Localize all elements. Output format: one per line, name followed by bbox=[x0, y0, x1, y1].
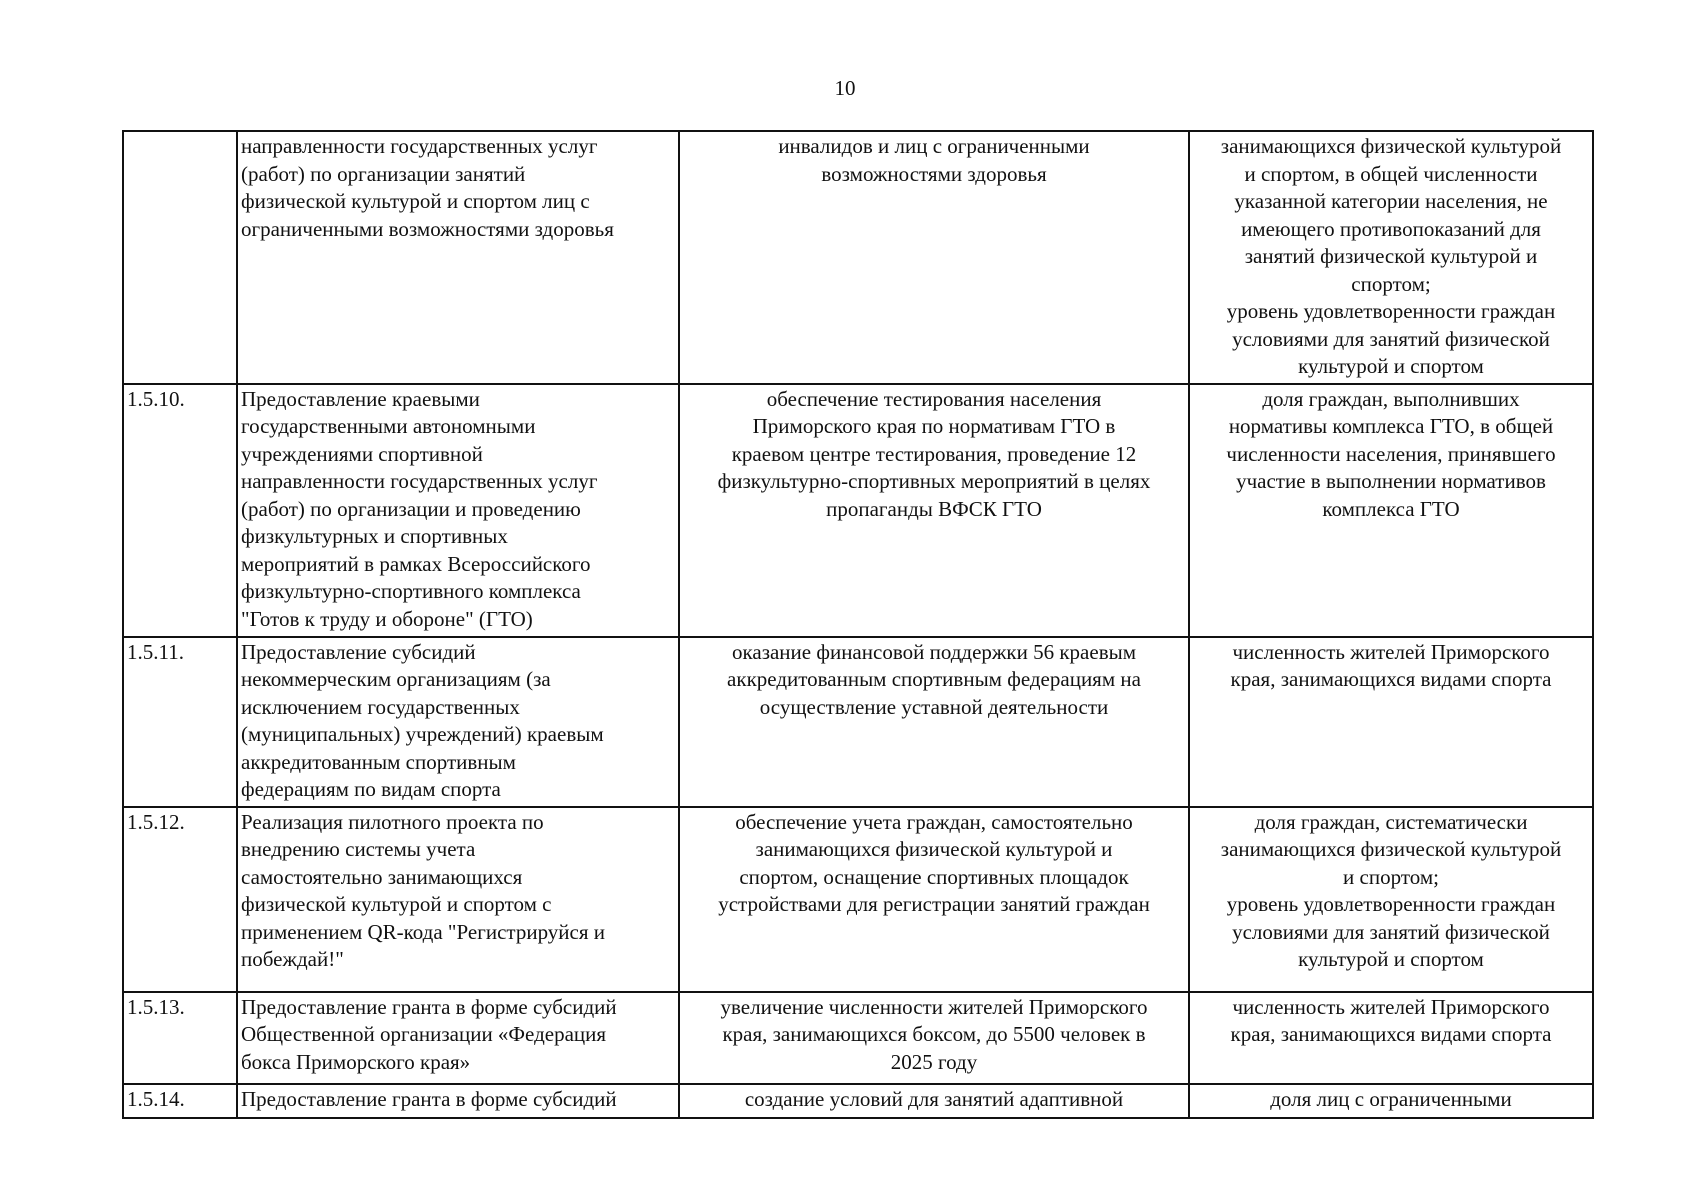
measure-task: обеспечение учета граждан, самостоятельно занимающихся физической культурой и спортом, оснащение спортивных площадок устройствами для регистрации занятий граждан bbox=[679, 807, 1189, 992]
measure-task: создание условий для занятий адаптивной bbox=[679, 1084, 1189, 1118]
row-number: 1.5.14. bbox=[123, 1084, 237, 1118]
measure-indicator: численность жителей Приморского края, занимающихся видами спорта bbox=[1189, 992, 1593, 1084]
table-row bbox=[123, 384, 1593, 637]
measure-name: Реализация пилотного проекта по внедрению системы учета самостоятельно занимающихся физической культурой и спортом с применением QR-кода "Регистрируйся и побеждай!" bbox=[237, 807, 679, 992]
measure-task: обеспечение тестирования населения Приморского края по нормативам ГТО в краевом центре тестирования, проведение 12 физкультурно-спортивных мероприятий в целях пропаганды ВФСК ГТО bbox=[679, 384, 1189, 637]
measure-indicator: численность жителей Приморского края, занимающихся видами спорта bbox=[1189, 637, 1593, 807]
measure-task: увеличение численности жителей Приморского края, занимающихся боксом, до 5500 человек в 2025 году bbox=[679, 992, 1189, 1084]
row-number: 1.5.12. bbox=[123, 807, 237, 992]
measure-name: направленности государственных услуг (работ) по организации занятий физической культурой и спортом лиц с ограниченными возможностями здоровья bbox=[237, 131, 679, 384]
table-row bbox=[123, 807, 1593, 992]
page-number: 10 bbox=[834, 76, 856, 100]
measure-task: инвалидов и лиц с ограниченными возможностями здоровья bbox=[679, 131, 1189, 384]
row-number: 1.5.13. bbox=[123, 992, 237, 1084]
measure-name: Предоставление гранта в форме субсидий Общественной организации «Федерация бокса Приморского края» bbox=[237, 992, 679, 1084]
table-row bbox=[123, 131, 1593, 384]
table-row bbox=[123, 1084, 1593, 1118]
row-number: 1.5.10. bbox=[123, 384, 237, 637]
row-number: 1.5.11. bbox=[123, 637, 237, 807]
table-body bbox=[123, 131, 1593, 1118]
measure-indicator: доля лиц с ограниченными bbox=[1189, 1084, 1593, 1118]
row-number bbox=[123, 131, 237, 384]
measures-table bbox=[122, 130, 1594, 1119]
measure-indicator: доля граждан, систематически занимающихся физической культурой и спортом; уровень удовлетворенности граждан условиями для занятий физической культурой и спортом bbox=[1189, 807, 1593, 992]
measure-name: Предоставление гранта в форме субсидий bbox=[237, 1084, 679, 1118]
measure-task: оказание финансовой поддержки 56 краевым аккредитованным спортивным федерациям на осуществление уставной деятельности bbox=[679, 637, 1189, 807]
measure-indicator: занимающихся физической культурой и спортом, в общей численности указанной категории населения, не имеющего противопоказаний для занятий физической культурой и спортом; уровень удовлетворенности граждан условиями для занятий физической культурой и спортом bbox=[1189, 131, 1593, 384]
table-row bbox=[123, 637, 1593, 807]
measure-name: Предоставление краевыми государственными автономными учреждениями спортивной направленности государственных услуг (работ) по организации и проведению физкультурных и спортивных мероприятий в рамках Всероссийского физкультурно-спортивного комплекса "Готов к труду и обороне" (ГТО) bbox=[237, 384, 679, 637]
measure-indicator: доля граждан, выполнивших нормативы комплекса ГТО, в общей численности населения, принявшего участие в выполнении нормативов комплекса ГТО bbox=[1189, 384, 1593, 637]
table-row bbox=[123, 992, 1593, 1084]
measure-name: Предоставление субсидий некоммерческим организациям (за исключением государственных (муниципальных) учреждений) краевым аккредитованным спортивным федерациям по видам спорта bbox=[237, 637, 679, 807]
